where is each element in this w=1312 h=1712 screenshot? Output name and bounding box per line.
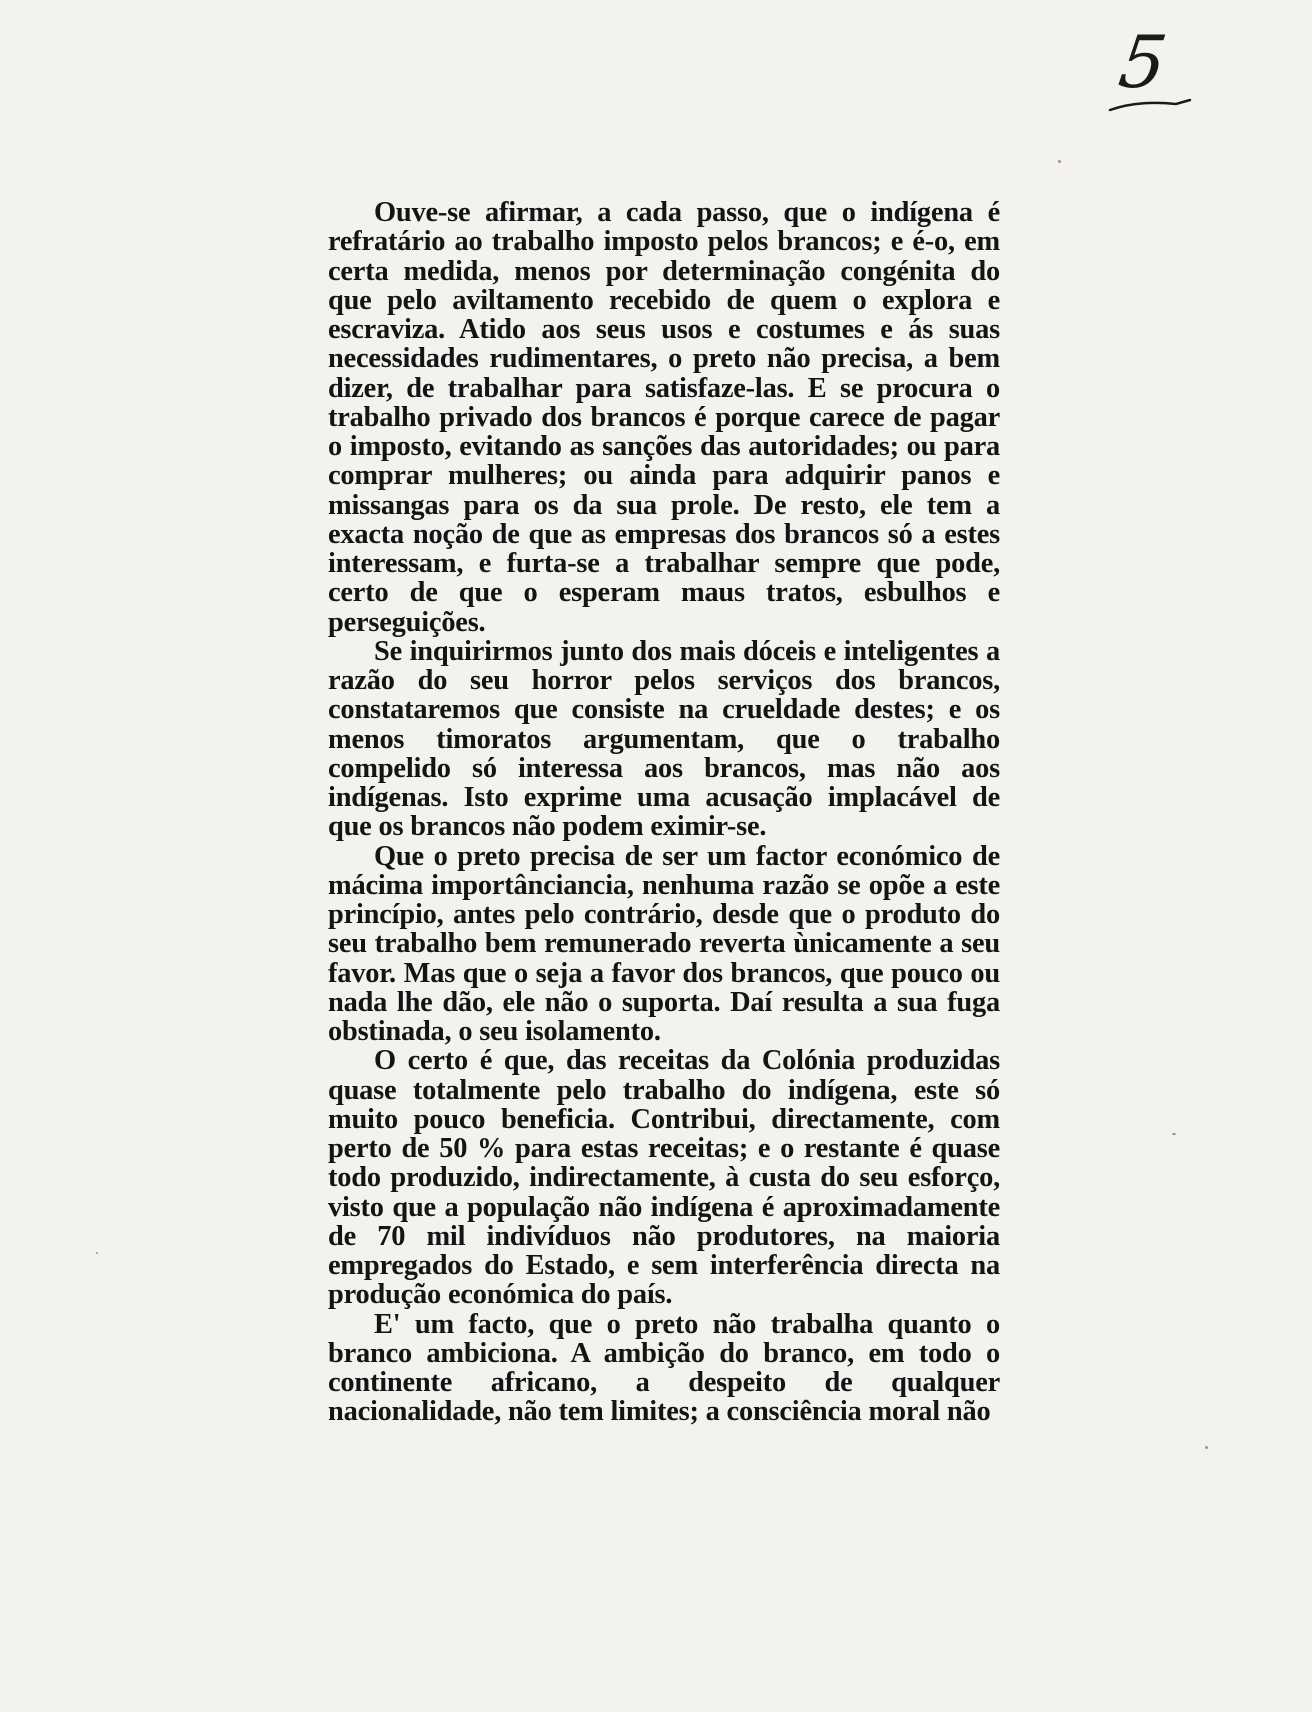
page-number-digit: 5: [1114, 20, 1172, 104]
scan-speck: [1172, 1133, 1176, 1135]
paragraph-4: O certo é que, das receitas da Colónia produzidas quase totalmente pelo trabalho do indígena, este só muito pouco beneficia. Contribui, directamente, com perto de 50 % para estas receitas; e o restante é quase todo produzido, indirectamente, à custa do seu esforço, visto que a população não indígena é aproximadamente de 70 mil indivíduos não produtores, na maioria empregados do Estado, e sem interferência directa na produção económica do país.: [328, 1045, 1000, 1311]
scan-speck: [1058, 160, 1061, 163]
scan-speck: [1205, 1446, 1208, 1449]
paragraph-5: E' um facto, que o preto não trabalha quanto o branco ambiciona. A ambição do branco, em todo o continente africano, a despeito de qualquer nacionalidade, não tem limites; a consciência moral não: [328, 1308, 1000, 1428]
paragraph-3: Que o preto precisa de ser um factor económico de mácima importânciancia, nenhuma razão se opõe a este princípio, antes pelo contrário, desde que o produto do seu trabalho bem remunerado reverta ùnicamente a seu favor. Mas que o seja a favor dos brancos, que pouco ou nada lhe dão, ele não o suporta. Daí resulta a sua fuga obstinada, o seu isolamento.: [328, 840, 1000, 1047]
paragraph-1: Ouve-se afirmar, a cada passo, que o indígena é refratário ao trabalho imposto pelos brancos; e é-o, em certa medida, menos por determinação congénita do que pelo aviltamento recebido de quem o explora e escraviza. Atido aos seus usos e costumes e ás suas necessidades rudimentares, o preto não precisa, a bem dizer, de trabalhar para satisfaze-las. E se procura o trabalho privado dos brancos é porque carece de pagar o imposto, evitando as sanções das autoridades; ou para comprar mulheres; ou ainda para adquirir panos e missangas para os da sua prole. De resto, ele tem a exacta noção de que as empresas dos brancos só a estes interessam, e furta-se a trabalhar sempre que pode, certo de que o esperam maus tratos, esbulhos e perseguições.: [328, 197, 1000, 638]
handwritten-page-number: [1098, 22, 1208, 117]
paragraph-2: Se inquirirmos junto dos mais dóceis e inteligentes a razão do seu horror pelos serviços dos brancos, constataremos que consiste na crueldade destes; e os menos timoratos argumentam, que o trabalho compelido só interessa aos brancos, mas não aos indígenas. Isto exprime uma acusação implacável de que os brancos não podem eximir-se.: [328, 635, 1000, 843]
scan-speck: [96, 1252, 98, 1254]
body-text: [328, 198, 1000, 1427]
